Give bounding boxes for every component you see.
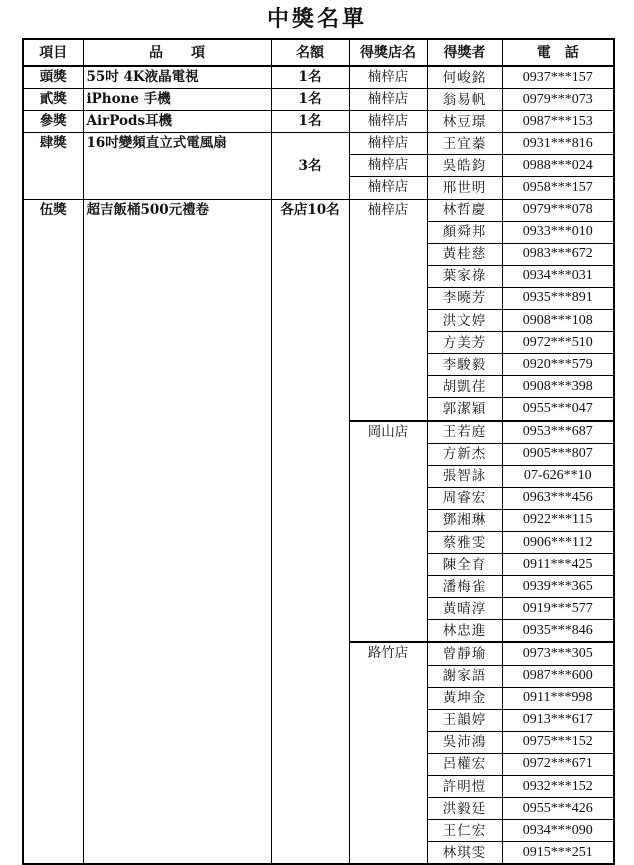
table-row bbox=[23, 89, 614, 111]
winner-name: 黃坤金 bbox=[427, 687, 502, 709]
store-name: 楠梓店 bbox=[349, 133, 427, 155]
prize-name: 55吋 4K液晶電視 bbox=[83, 66, 271, 89]
winner-phone: 0979***073 bbox=[502, 89, 614, 111]
winner-phone: 0953***687 bbox=[502, 421, 614, 444]
winner-phone: 0939***365 bbox=[502, 576, 614, 598]
winner-name: 方新杰 bbox=[427, 443, 502, 465]
winners-table bbox=[22, 38, 615, 865]
prize-name: AirPods耳機 bbox=[83, 111, 271, 133]
table-row bbox=[23, 66, 614, 89]
header-winner: 得獎者 bbox=[427, 39, 502, 66]
winner-name: 何峻銘 bbox=[427, 66, 502, 89]
winner-phone: 0905***807 bbox=[502, 443, 614, 465]
prize-count: 各店10名 bbox=[271, 199, 349, 864]
winner-phone: 0963***456 bbox=[502, 487, 614, 509]
winner-phone: 0920***579 bbox=[502, 354, 614, 376]
winner-phone: 0988***024 bbox=[502, 155, 614, 177]
prize-level: 頭獎 bbox=[23, 66, 83, 89]
header-prize: 品 項 bbox=[83, 39, 271, 66]
winner-name: 陳全育 bbox=[427, 554, 502, 576]
winner-phone: 0906***112 bbox=[502, 531, 614, 553]
winner-name: 許明愷 bbox=[427, 776, 502, 798]
store-name: 楠梓店 bbox=[349, 199, 427, 420]
winner-phone: 0973***305 bbox=[502, 642, 614, 665]
table-row bbox=[23, 111, 614, 133]
winner-phone: 0913***617 bbox=[502, 709, 614, 731]
winner-phone: 0934***090 bbox=[502, 820, 614, 842]
prize-count: 1名 bbox=[271, 89, 349, 111]
winner-name: 周睿宏 bbox=[427, 487, 502, 509]
winner-name: 洪文婷 bbox=[427, 310, 502, 332]
winner-phone: 0987***153 bbox=[502, 111, 614, 133]
winner-phone: 0983***672 bbox=[502, 243, 614, 265]
prize-count: 3名 bbox=[271, 133, 349, 199]
winner-name: 李駿毅 bbox=[427, 354, 502, 376]
header-store: 得獎店名 bbox=[349, 39, 427, 66]
winner-name: 顏舜邦 bbox=[427, 221, 502, 243]
winner-phone: 0979***078 bbox=[502, 199, 614, 221]
winner-name: 方美芳 bbox=[427, 332, 502, 354]
store-name: 楠梓店 bbox=[349, 177, 427, 199]
winner-name: 郭潔穎 bbox=[427, 398, 502, 421]
winner-phone: 0972***671 bbox=[502, 753, 614, 775]
store-name: 楠梓店 bbox=[349, 89, 427, 111]
winner-name: 翁易帆 bbox=[427, 89, 502, 111]
prize-level: 伍獎 bbox=[23, 199, 83, 864]
winner-phone: 0911***425 bbox=[502, 554, 614, 576]
prize-count: 1名 bbox=[271, 66, 349, 89]
winner-name: 張智詠 bbox=[427, 465, 502, 487]
winner-phone: 0919***577 bbox=[502, 598, 614, 620]
store-name: 楠梓店 bbox=[349, 66, 427, 89]
prize-level: 貳獎 bbox=[23, 89, 83, 111]
winner-phone: 0958***157 bbox=[502, 177, 614, 199]
winner-name: 呂權宏 bbox=[427, 753, 502, 775]
winner-phone: 0932***152 bbox=[502, 776, 614, 798]
store-name: 楠梓店 bbox=[349, 111, 427, 133]
winner-phone: 0908***108 bbox=[502, 310, 614, 332]
winner-name: 林琪雯 bbox=[427, 842, 502, 865]
prize-name: iPhone 手機 bbox=[83, 89, 271, 111]
store-name: 楠梓店 bbox=[349, 155, 427, 177]
header-count: 名額 bbox=[271, 39, 349, 66]
winner-name: 胡凱荏 bbox=[427, 376, 502, 398]
winner-phone: 0987***600 bbox=[502, 665, 614, 687]
prize-name: 超吉飯桶500元禮卷 bbox=[83, 199, 271, 864]
winner-name: 潘梅雀 bbox=[427, 576, 502, 598]
winner-name: 鄧湘琳 bbox=[427, 509, 502, 531]
winner-name: 黃晴淳 bbox=[427, 598, 502, 620]
winner-phone: 0908***398 bbox=[502, 376, 614, 398]
winner-name: 吳皓鈞 bbox=[427, 155, 502, 177]
store-name: 岡山店 bbox=[349, 421, 427, 643]
winner-phone: 0972***510 bbox=[502, 332, 614, 354]
winner-name: 李曉芳 bbox=[427, 287, 502, 309]
winner-phone: 0955***047 bbox=[502, 398, 614, 421]
winner-phone: 0937***157 bbox=[502, 66, 614, 89]
winner-phone: 0915***251 bbox=[502, 842, 614, 865]
winner-name: 黃桂慈 bbox=[427, 243, 502, 265]
winner-phone: 0911***998 bbox=[502, 687, 614, 709]
header-phone: 電 話 bbox=[502, 39, 614, 66]
winner-phone: 0955***426 bbox=[502, 798, 614, 820]
winner-name: 曾靜瑜 bbox=[427, 642, 502, 665]
winner-phone: 0975***152 bbox=[502, 731, 614, 753]
winner-name: 林哲慶 bbox=[427, 199, 502, 221]
prize-count: 1名 bbox=[271, 111, 349, 133]
winner-name: 林忠進 bbox=[427, 620, 502, 643]
table-row bbox=[23, 199, 614, 221]
winner-name: 王韻婷 bbox=[427, 709, 502, 731]
winner-name: 洪毅廷 bbox=[427, 798, 502, 820]
header-row bbox=[23, 39, 614, 66]
winner-name: 王仁宏 bbox=[427, 820, 502, 842]
winner-phone: 0934***031 bbox=[502, 265, 614, 287]
winner-phone: 0935***846 bbox=[502, 620, 614, 643]
prize-level: 參獎 bbox=[23, 111, 83, 133]
winner-name: 王若庭 bbox=[427, 421, 502, 444]
winner-phone: 0935***891 bbox=[502, 287, 614, 309]
header-item: 項目 bbox=[23, 39, 83, 66]
prize-level: 肆獎 bbox=[23, 133, 83, 199]
winner-name: 蔡雅雯 bbox=[427, 531, 502, 553]
prize-name: 16吋變頻直立式電風扇 bbox=[83, 133, 271, 199]
winner-phone: 0931***816 bbox=[502, 133, 614, 155]
winner-phone: 0922***115 bbox=[502, 509, 614, 531]
winner-name: 葉家祿 bbox=[427, 265, 502, 287]
winner-name: 謝家語 bbox=[427, 665, 502, 687]
winner-name: 王宜蓁 bbox=[427, 133, 502, 155]
winner-name: 吳沛鴻 bbox=[427, 731, 502, 753]
winner-name: 邢世明 bbox=[427, 177, 502, 199]
winner-phone: 0933***010 bbox=[502, 221, 614, 243]
store-name: 路竹店 bbox=[349, 642, 427, 864]
winner-phone: 07-626**10 bbox=[502, 465, 614, 487]
winner-name: 林豆璟 bbox=[427, 111, 502, 133]
page-title: 中獎名單 bbox=[266, 6, 367, 32]
table-row bbox=[23, 133, 614, 155]
